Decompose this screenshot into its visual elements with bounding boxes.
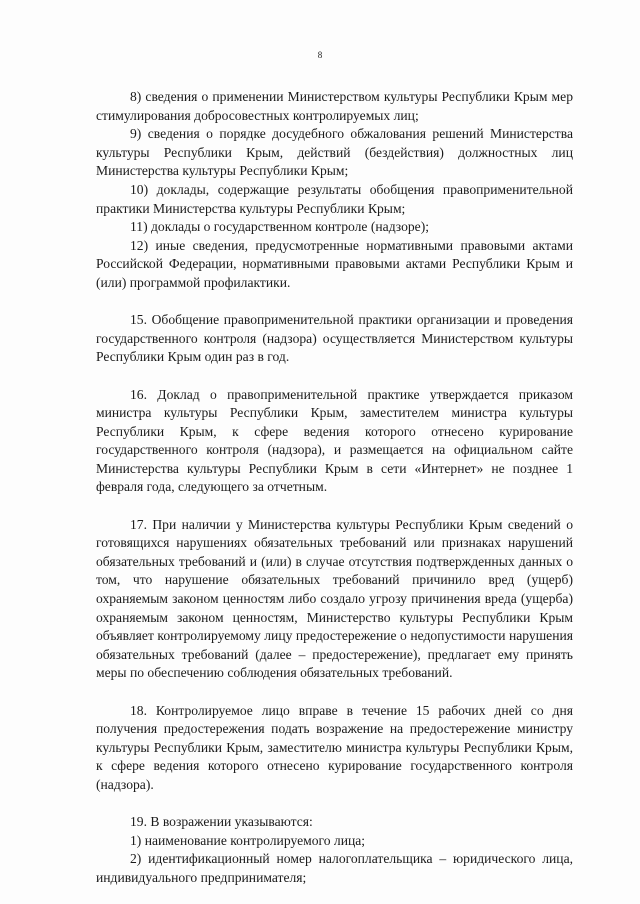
paragraph-clause-18: 18. Контролируемое лицо вправе в течение 15 рабочих дней со дня получения предостережения подать возражение на предостережение министру культуры Республики Крым, заместителю министра культуры Республики Крым, к сфере ведения которого отнесено курирование государственного контроля (надзора). xyxy=(96,702,573,792)
paragraph-list-item-2: 2) идентификационный номер налогоплательщика – юридического лица, индивидуального предпринимателя; xyxy=(96,851,573,885)
paragraph-gap xyxy=(96,367,573,386)
document-body xyxy=(96,88,573,888)
paragraph-gap xyxy=(96,497,573,516)
paragraph-clause-19: 19. В возражении указываются: xyxy=(130,814,313,830)
paragraph-item-8: 8) сведения о применении Министерством культуры Республики Крым мер стимулирования добросовестных контролируемых лиц; xyxy=(96,89,573,123)
paragraph-clause-16: 16. Доклад о правоприменительной практике утверждается приказом министра культуры Республики Крым, заместителем министра культуры Республики Крым, к сфере ведения которого отнесено курирование государственного контроля (надзора), и размещается на официальном сайте Министерства культуры Республики Крым в сети «Интернет» не позднее 1 февраля года, следующего за отчетным. xyxy=(96,386,573,495)
paragraph-gap xyxy=(96,795,573,814)
paragraph-item-11: 11) доклады о государственном контроле (надзоре); xyxy=(130,219,430,235)
page-number: 8 xyxy=(317,50,323,60)
paragraph-gap xyxy=(96,683,573,702)
paragraph-item-12: 12) иные сведения, предусмотренные нормативными правовыми актами Российской Федерации, нормативными правовыми актами Республики Крым и (или) программой профилактики. xyxy=(96,237,573,290)
paragraph-gap xyxy=(96,293,573,312)
paragraph-item-10: 10) доклады, содержащие результаты обобщения правоприменительной практики Министерства культуры Республики Крым; xyxy=(96,181,573,216)
paragraph-list-item-1: 1) наименование контролируемого лица; xyxy=(130,832,366,848)
paragraph-item-9: 9) сведения о порядке досудебного обжалования решений Министерства культуры Республики Крым, действий (бездействия) должностных лиц Министерства культуры Республики Крым; xyxy=(96,126,573,179)
paragraph-clause-17: 17. При наличии у Министерства культуры Республики Крым сведений о готовящихся нарушениях обязательных требований или признаках нарушений обязательных требований и (или) в случае отсутствия подтвержденных данных о том, что нарушение обязательных требований причинило вред (ущерб) охраняемым законом ценностям либо создало угрозу причинения вреда (ущерба) охраняемым законом ценностям, Министерство культуры Республики Крым объявляет контролируемому лицу предостережение о недопустимости нарушения обязательных требований (далее – предостережение), предлагает ему принять меры по обеспечению соблюдения обязательных требований. xyxy=(96,516,573,681)
paragraph-clause-15: 15. Обобщение правоприменительной практики организации и проведения государственного контроля (надзора) осуществляется Министерством культуры Республики Крым один раз в год. xyxy=(96,312,573,365)
